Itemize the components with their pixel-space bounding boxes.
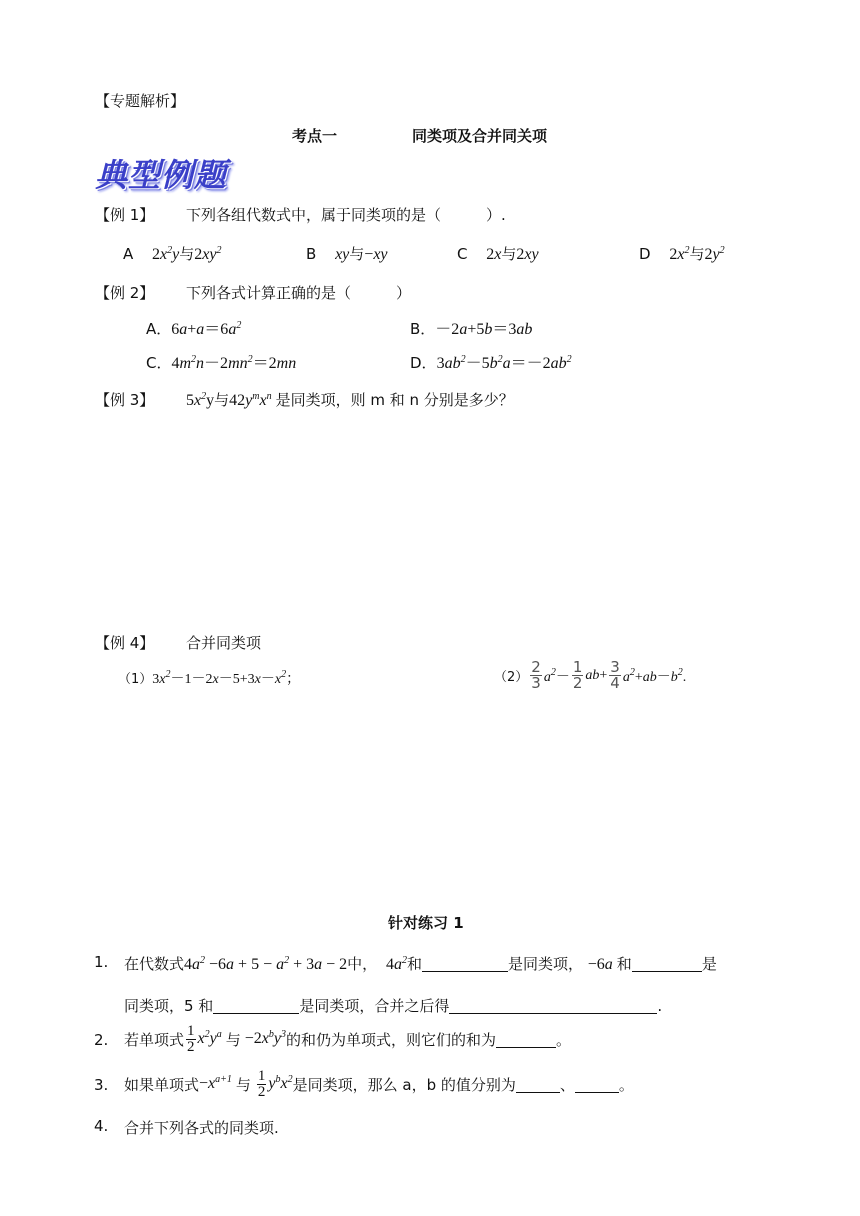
example4-part1 bbox=[118, 668, 300, 688]
topic-point: 考点一 bbox=[292, 127, 338, 145]
option-c-connector: 与 bbox=[501, 245, 517, 263]
item3-text: 与 bbox=[235, 1075, 251, 1094]
option-d-expr: $2x^2$与$2y^2$ bbox=[669, 245, 725, 263]
example3-term2: $42y^mx^n$ bbox=[229, 391, 272, 409]
part2-expr-b: ab+ bbox=[585, 667, 608, 683]
example2-tag: 【例 2】 bbox=[95, 284, 155, 302]
example3-connector: 与 bbox=[214, 391, 230, 409]
example1-option-d bbox=[639, 243, 725, 264]
answer-blank[interactable] bbox=[449, 997, 657, 1014]
fraction-one-half: $\frac{1}{2}$ bbox=[572, 658, 583, 692]
item1-text: 是 bbox=[701, 955, 717, 973]
part1-expr: $3x^2-1-2x-5+3x-x^2$； bbox=[152, 669, 301, 687]
item1-text: 是同类项， bbox=[507, 955, 583, 973]
item1-term-neg6a: −6a bbox=[587, 956, 613, 973]
example4-question: 合并同类项 bbox=[186, 634, 262, 652]
fraction-one-half: $\frac{1}{2}$ bbox=[257, 1067, 266, 1100]
option-b-expr: －2a+5b＝3ab bbox=[435, 321, 533, 338]
item3-text: 、 bbox=[559, 1075, 575, 1094]
option-a-expr: $6a+a=6a^2$ bbox=[171, 320, 242, 338]
practice-item2-number: 2. bbox=[94, 1031, 109, 1049]
practice-item1-number: 1. bbox=[94, 953, 109, 971]
option-b-connector: 与 bbox=[349, 245, 365, 263]
item2-term1: $x^2y^a$ bbox=[197, 1029, 222, 1047]
item2-text: 与 bbox=[225, 1030, 241, 1049]
practice-item3-number: 3. bbox=[94, 1076, 109, 1094]
example2-option-d bbox=[410, 350, 572, 373]
example2-option-b bbox=[410, 316, 532, 339]
practice-item4-number: 4. bbox=[94, 1117, 109, 1135]
fraction-three-quarters: $\frac{3}{4}$ bbox=[610, 658, 620, 692]
practice-item1-line1 bbox=[124, 953, 717, 974]
option-letter: B． bbox=[410, 320, 436, 338]
option-letter: A bbox=[123, 245, 134, 263]
fraction-one-half: $\frac{1}{2}$ bbox=[187, 1022, 195, 1055]
example3-question bbox=[186, 389, 514, 410]
option-letter: D bbox=[639, 245, 651, 263]
example3-question-tail: 是同类项，则 m 和 n 分别是多少？ bbox=[275, 391, 514, 409]
part1-label: （1） bbox=[118, 672, 153, 687]
item3-term1: $-x^{a+1}$ bbox=[199, 1074, 232, 1092]
example4-part2 bbox=[494, 660, 686, 691]
answer-blank[interactable] bbox=[213, 997, 299, 1014]
example2-option-a bbox=[146, 316, 241, 339]
item1-text: 和 bbox=[616, 955, 632, 973]
item3-text: 是同类项，那么 a，b 的值分别为 bbox=[292, 1075, 516, 1094]
answer-blank[interactable] bbox=[422, 955, 508, 972]
item1-expression: $4a^2 -6a + 5 - a^2 + 3a - 2$ bbox=[184, 955, 348, 973]
part2-label: （2） bbox=[494, 670, 529, 685]
example3-tag: 【例 3】 bbox=[95, 391, 155, 409]
item2-term2: $-2x^by^3$ bbox=[244, 1029, 286, 1047]
option-c-expr: 2x与2xy bbox=[486, 245, 539, 263]
option-c-expr: $4m^2n-2mn^2=2mn$ bbox=[171, 354, 297, 372]
item1-text: 在代数式 bbox=[124, 955, 185, 973]
option-a-expr: $2x^2y$与$2xy^2$ bbox=[152, 245, 222, 263]
option-a-connector: 与 bbox=[179, 245, 195, 263]
topic-title: 同类项及合并同关项 bbox=[412, 127, 548, 145]
answer-blank[interactable] bbox=[516, 1076, 560, 1093]
item1-text: 和 bbox=[406, 955, 422, 973]
practice-title: 针对练习 1 bbox=[388, 914, 464, 932]
fraction-two-thirds: $\frac{2}{3}$ bbox=[531, 658, 541, 692]
part2-expr-a: $a^2-$ bbox=[543, 666, 570, 685]
practice-item2 bbox=[124, 1018, 571, 1060]
option-letter: C bbox=[457, 245, 468, 263]
item2-text: 的和仍为单项式，则它们的和为 bbox=[286, 1030, 497, 1049]
example1-tag: 【例 1】 bbox=[95, 206, 155, 224]
example1-option-c bbox=[457, 243, 539, 264]
part2-expr-c: $a^2+ab-b^2$. bbox=[622, 666, 687, 685]
item3-term2: $y^bx^2$ bbox=[268, 1074, 293, 1092]
item2-text: 若单项式 bbox=[124, 1030, 185, 1049]
item1-term-4a2: $4a^2$ bbox=[385, 955, 407, 973]
option-letter: D． bbox=[410, 354, 437, 372]
example2-option-c bbox=[146, 350, 296, 373]
typical-examples-banner: 典型例题 bbox=[95, 156, 228, 194]
example1-option-a bbox=[123, 243, 221, 264]
item2-text: 。 bbox=[556, 1030, 572, 1049]
option-letter: B bbox=[306, 245, 317, 263]
example2-question: 下列各式计算正确的是（ ） bbox=[186, 284, 412, 302]
practice-item4-text: 合并下列各式的同类项. bbox=[124, 1119, 279, 1137]
example1-option-b bbox=[306, 243, 388, 264]
item1-text: 是同类项，合并之后得 bbox=[299, 997, 450, 1015]
item1-text: 中， bbox=[347, 955, 378, 973]
option-letter: A． bbox=[146, 320, 172, 338]
answer-blank[interactable] bbox=[496, 1031, 556, 1048]
item3-text: 如果单项式 bbox=[124, 1075, 200, 1094]
practice-item1-line2: 同类项，5 和 是同类项，合并之后得 . bbox=[124, 997, 663, 1015]
example1-question: 下列各组代数式中，属于同类项的是（ ）. bbox=[186, 206, 506, 224]
answer-blank[interactable] bbox=[575, 1076, 619, 1093]
example3-term1: $5x^2y$ bbox=[186, 391, 215, 409]
option-d-connector: 与 bbox=[689, 245, 705, 263]
example4-tag: 【例 4】 bbox=[95, 634, 155, 652]
item1-text: 同类项，5 和 bbox=[124, 997, 214, 1015]
answer-blank[interactable] bbox=[632, 955, 702, 972]
item3-text: 。 bbox=[618, 1075, 634, 1094]
option-b-expr: xy与−xy bbox=[335, 245, 388, 263]
section-label: 【专题解析】 bbox=[95, 92, 186, 110]
option-d-expr: $3ab^2-5b^2a=-2ab^2$ bbox=[436, 354, 572, 372]
option-letter: C． bbox=[146, 354, 172, 372]
practice-item3 bbox=[124, 1063, 634, 1105]
